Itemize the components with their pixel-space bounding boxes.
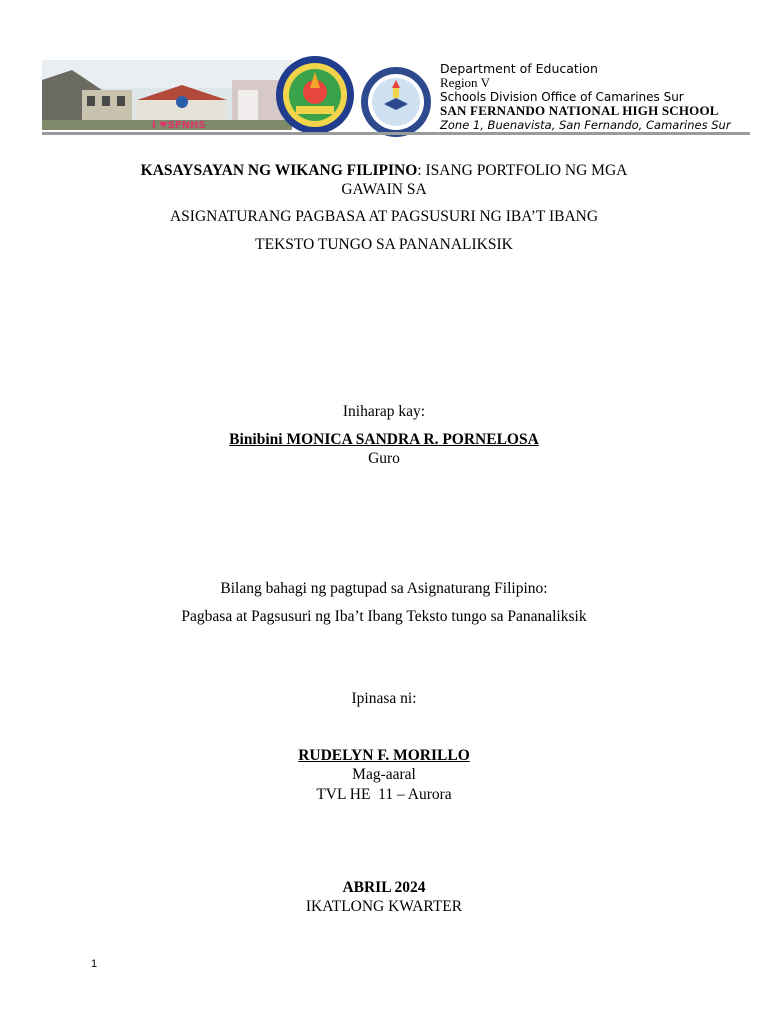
student-role: Mag-aaral	[352, 766, 416, 783]
title-line-4: TEKSTO TUNGO SA PANANALIKSIK	[255, 236, 513, 253]
header-divider	[42, 132, 750, 135]
letterhead	[42, 52, 750, 142]
division-seal-icon	[274, 54, 356, 136]
title-rest: : ISANG PORTFOLIO NG MGA	[417, 162, 628, 179]
letterhead-text	[440, 62, 731, 132]
student-name-line	[0, 747, 768, 765]
teacher-name: Binibini MONICA SANDRA R. PORNELOSA	[229, 431, 539, 448]
presented-to-label: Iniharap kay:	[342, 403, 426, 420]
department-name: Department of Education	[440, 61, 598, 76]
student-name: RUDELYN F. MORILLO	[298, 747, 470, 764]
purpose-line-1: Bilang bahagi ng pagtupad sa Asignaturang Filipino:	[220, 580, 548, 597]
teacher-role: Guro	[368, 450, 400, 467]
student-section: TVL HE 11 – Aurora	[316, 786, 452, 803]
school-name: SAN FERNANDO NATIONAL HIGH SCHOOL	[440, 103, 719, 118]
title-line-3: ASIGNATURANG PAGBASA AT PAGSUSURI NG IBA’T IBANG	[169, 208, 599, 225]
school-banner-image	[42, 60, 292, 130]
svg-text:I ❤SFNHS: I ❤SFNHS	[152, 120, 206, 130]
division-name: Schools Division Office of Camarines Sur	[440, 90, 684, 104]
title-line-2: GAWAIN SA	[341, 181, 427, 198]
school-address: Zone 1, Buenavista, San Fernando, Camarines Sur	[440, 118, 731, 132]
date-month-year: ABRIL 2024	[342, 879, 426, 896]
title-bold: KASAYSAYAN NG WIKANG FILIPINO	[140, 162, 418, 179]
quarter: IKATLONG KWARTER	[305, 898, 463, 915]
teacher-name-line	[0, 431, 768, 449]
page-number: 1	[91, 958, 98, 970]
school-seal-icon	[360, 66, 432, 138]
title-line-1	[0, 162, 768, 180]
region-name: Region V	[440, 75, 490, 90]
purpose-line-2: Pagbasa at Pagsusuri ng Iba’t Ibang Teksto tungo sa Pananaliksik	[181, 608, 587, 625]
submitted-by-label: Ipinasa ni:	[351, 690, 417, 707]
